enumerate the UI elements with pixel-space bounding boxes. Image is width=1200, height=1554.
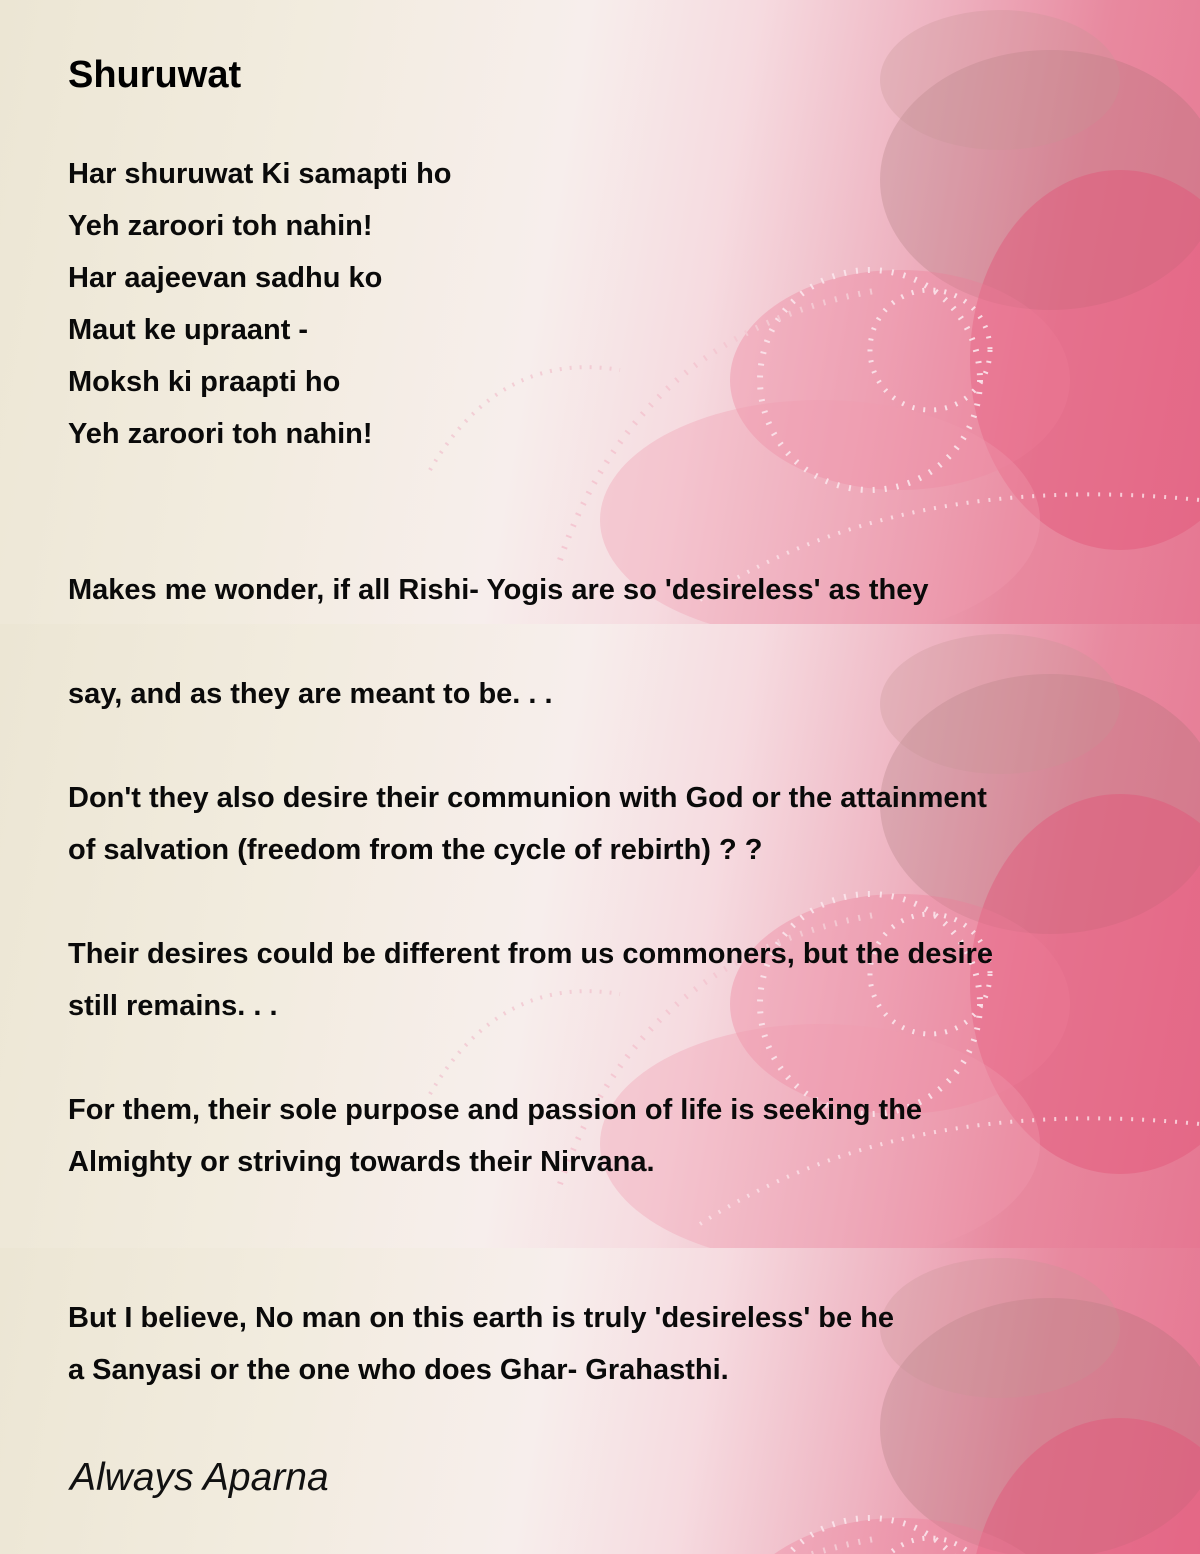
poem-line: say, and as they are meant to be. . . (68, 678, 553, 710)
poem-line: Makes me wonder, if all Rishi- Yogis are so 'desireless' as they (68, 574, 929, 606)
poem-author: Always Aparna (70, 1456, 329, 1499)
poem-line: Har shuruwat Ki samapti ho (68, 158, 452, 190)
poem-line: Their desires could be different from us commoners, but the desire (68, 938, 993, 970)
poem-line: still remains. . . (68, 990, 278, 1022)
poem-line: Har aajeevan sadhu ko (68, 262, 383, 294)
poem-line: Maut ke upraant - (68, 314, 309, 346)
poem-line: Almighty or striving towards their Nirvana. (68, 1146, 655, 1178)
poem-line: Yeh zaroori toh nahin! (68, 418, 373, 450)
poem-title: Shuruwat (68, 54, 242, 96)
poem-line: But I believe, No man on this earth is truly 'desireless' be he (68, 1302, 895, 1334)
poem-line: Moksh ki praapti ho (68, 366, 341, 398)
poem-line: For them, their sole purpose and passion of life is seeking the (68, 1094, 923, 1126)
poem-line: Yeh zaroori toh nahin! (68, 210, 373, 242)
poem-line: Don't they also desire their communion with God or the attainment (68, 782, 987, 814)
poem-line: a Sanyasi or the one who does Ghar- Grahasthi. (68, 1354, 729, 1386)
poem-line: of salvation (freedom from the cycle of rebirth) ? ? (68, 834, 763, 866)
